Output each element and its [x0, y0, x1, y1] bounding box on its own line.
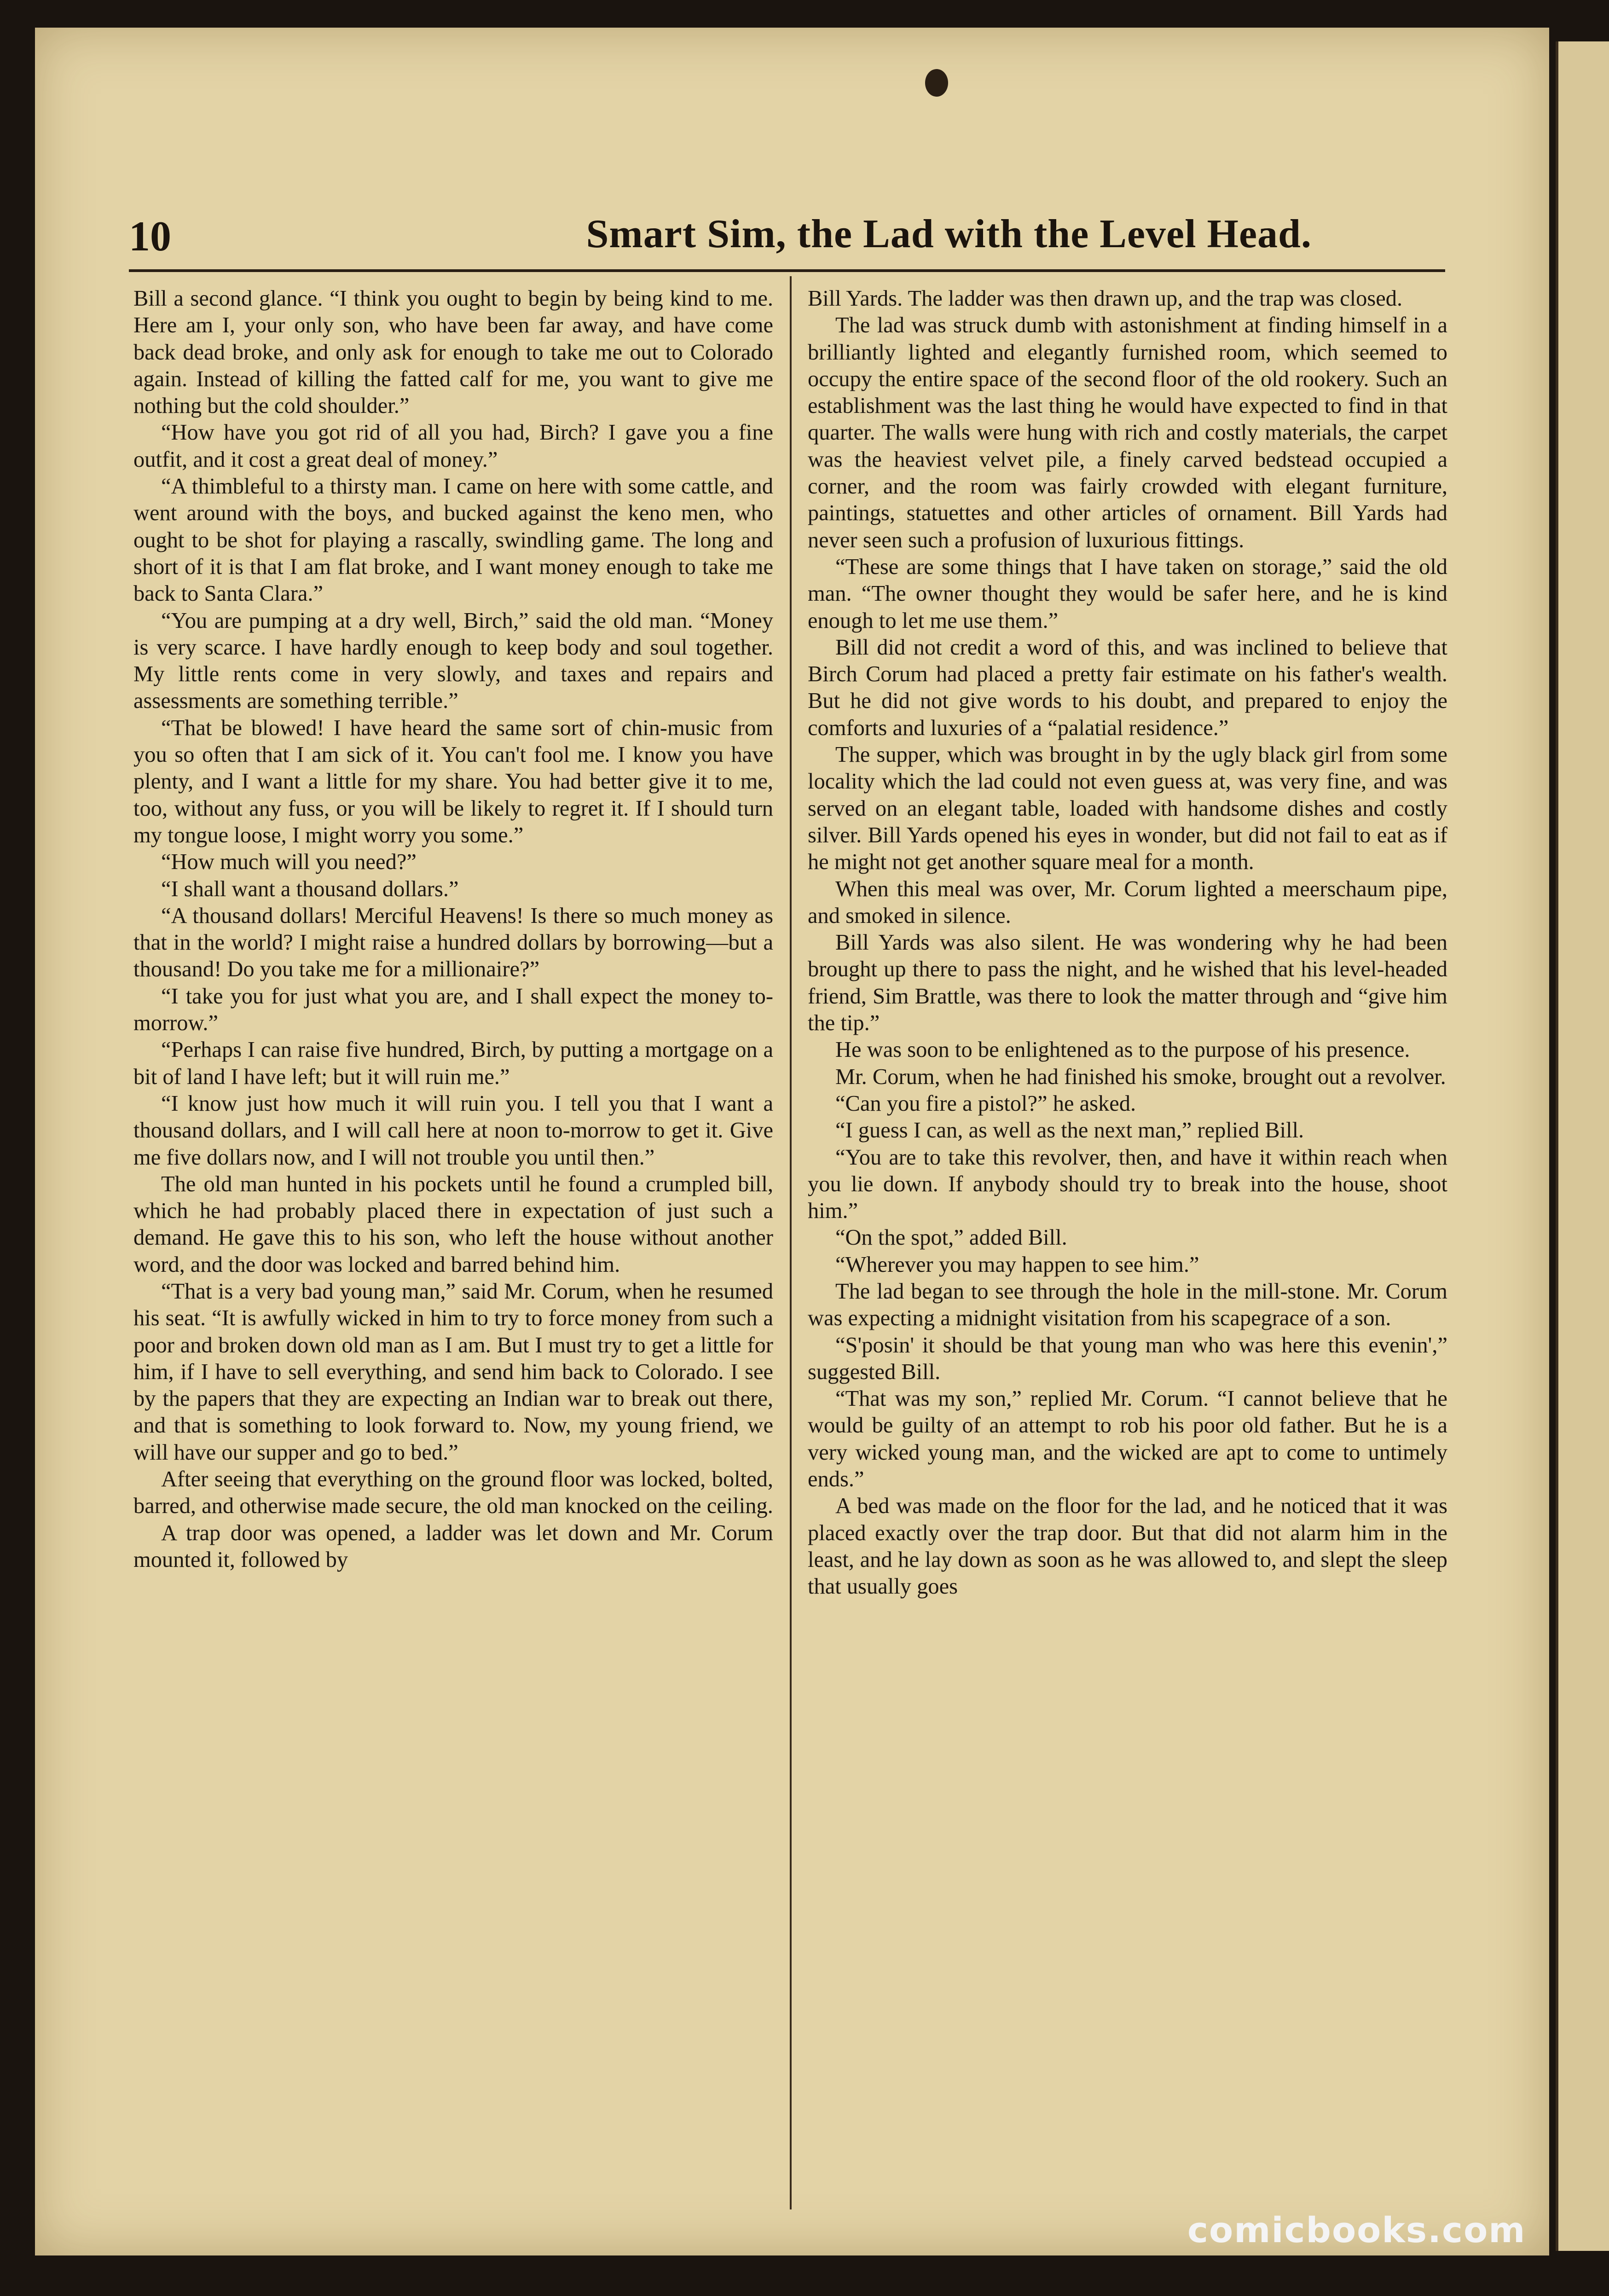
paragraph: Mr. Corum, when he had finished his smoke, brought out a revolver. — [835, 1064, 1446, 1089]
paragraph: “That is a very bad young man,” said Mr. Corum, when he resumed his seat. “It is awfully wicked in him to try to force money from such a poor and broken down old man as I am. But I must try to get a little for him, if I have to sell everything, and send him back to Colorado. I see by the papers that they are expecting an Indian war to break out there, and that is something to look forward to. Now, my young friend, we will have our supper and go to bed.” — [133, 1279, 773, 1465]
paragraph: The supper, which was brought in by the ugly black girl from some locality which the lad could not even guess at, was very fine, and was served on an elegant table, loaded with handsome dishes and costly silver. Bill Yards opened his eyes in wonder, but did not fail to eat as if he might not get another square meal for a month. — [808, 742, 1447, 875]
paragraph: “A thousand dollars! Merciful Heavens! Is there so much money as that in the world? I might raise a hundred dollars by borrowing—but a thousand! Do you take me for a millionaire?” — [133, 903, 773, 982]
paragraph: “I guess I can, as well as the next man,” replied Bill. — [835, 1118, 1304, 1143]
ornament-mark — [925, 69, 948, 97]
paragraph: He was soon to be enlightened as to the purpose of his presence. — [835, 1038, 1410, 1062]
paragraph: “I take you for just what you are, and I shall expect the money to-morrow.” — [133, 984, 773, 1036]
paragraph: “That was my son,” replied Mr. Corum. “I cannot believe that he would be guilty of an attempt to rob his poor old father. But he is a very wicked young man, and the wicked are apt to come to untimely ends.” — [808, 1386, 1447, 1492]
paragraph: The lad began to see through the hole in the mill-stone. Mr. Corum was expecting a midnight visitation from his scapegrace of a son. — [808, 1279, 1447, 1331]
paragraph: “A thimbleful to a thirsty man. I came on here with some cattle, and went around with the boys, and bucked against the keno men, who ought to be shot for playing a rascally, swindling game. The long and short of it is that I am flat broke, and I want money enough to take me back to Santa Clara.” — [133, 474, 773, 606]
paragraph: “Can you fire a pistol?” he asked. — [835, 1091, 1136, 1116]
paragraph: “That be blowed! I have heard the same sort of chin-music from you so often that I am sick of it. You can't fool me. I know you have plenty, and I want a little for my share. You had better give it to me, too, without any fuss, or you will be likely to regret it. If I should turn my tongue loose, I might worry you some.” — [133, 715, 773, 847]
paragraph: The lad was struck dumb with astonishment at finding himself in a brilliantly lighted and elegantly furnished room, which seemed to occupy the entire space of the second floor of the old rookery. Such an establishment was the last thing he would have expected to find in that quarter. The walls were hung with rich and costly materials, the carpet was the heaviest velvet pile, a finely carved bedstead occupied a corner, and the room was fairly crowded with elegant furniture, paintings, statuettes and other articles of ornament. Bill Yards had never seen such a profusion of luxurious fittings. — [808, 313, 1447, 552]
paragraph: “How much will you need?” — [161, 850, 417, 875]
next-page-edge — [1556, 41, 1609, 2251]
paragraph: “You are pumping at a dry well, Birch,” said the old man. “Money is very scarce. I have hardly enough to keep body and soul together. My little rents come in very slowly, and taxes and repairs and assessments are something terrible.” — [133, 608, 773, 713]
paragraph: Bill Yards was also silent. He was wondering why he had been brought up there to pass the night, and he wished that his level-headed friend, Sim Brattle, was there to look the matter through and “give him the tip.” — [808, 930, 1447, 1036]
paragraph: “I know just how much it will ruin you. I tell you that I want a thousand dollars, and I will call here at noon to-morrow to get it. Give me five dollars now, and I will not trouble you until then.” — [133, 1091, 773, 1170]
paragraph: “Perhaps I can raise five hundred, Birch, by putting a mortgage on a bit of land I have left; but it will ruin me.” — [133, 1038, 773, 1089]
paragraph: “These are some things that I have taken on storage,” said the old man. “The owner thought they would be safer here, and he is kind enough to let me use them.” — [808, 554, 1447, 633]
paragraph: Bill a second glance. “I think you ought to begin by being kind to me. Here am I, your only son, who have been far away, and have come back dead broke, and only ask for enough to take me out to Colorado again. Instead of killing the fatted calf for me, you want to give me nothing but the cold shoulder.” — [133, 286, 773, 418]
left-column — [133, 285, 773, 2209]
paragraph: After seeing that everything on the ground floor was locked, bolted, barred, and otherwise made secure, the old man knocked on the ceiling. — [133, 1467, 773, 1519]
column-divider — [790, 276, 792, 2209]
paragraph: “How have you got rid of all you had, Birch? I gave you a fine outfit, and it cost a great deal of money.” — [133, 420, 773, 472]
running-title: Smart Sim, the Lad with the Level Head. — [586, 212, 1312, 256]
paragraph: “Wherever you may happen to see him.” — [835, 1252, 1199, 1277]
header-rule — [129, 269, 1445, 272]
paragraph: The old man hunted in his pockets until he found a crumpled bill, which he had probably placed there in expectation of just such a demand. He gave this to his son, who left the house without another word, and the door was locked and barred behind him. — [133, 1171, 773, 1277]
page-header — [129, 203, 1464, 272]
paragraph: A trap door was opened, a ladder was let down and Mr. Corum mounted it, followed by — [133, 1520, 773, 1572]
page-number: 10 — [129, 213, 171, 260]
paragraph: “S'posin' it should be that young man who was here this evenin',” suggested Bill. — [808, 1333, 1447, 1384]
paragraph: A bed was made on the floor for the lad, and he noticed that it was placed exactly over the trap door. But that did not alarm him in the least, and he lay down as soon as he was allowed to, and slept the sleep that usually goes — [808, 1494, 1447, 1599]
paragraph: Bill Yards. The ladder was then drawn up, and the trap was closed. — [808, 286, 1403, 311]
paragraph: “On the spot,” added Bill. — [835, 1225, 1067, 1250]
paragraph: When this meal was over, Mr. Corum lighted a meerschaum pipe, and smoked in silence. — [808, 876, 1447, 928]
paragraph: Bill did not credit a word of this, and was inclined to believe that Birch Corum had placed a pretty fair estimate on his father's wealth. But he did not give words to his doubt, and prepared to enjoy the comforts and luxuries of a “palatial residence.” — [808, 635, 1447, 740]
site-watermark: comicbooks.com — [1187, 2209, 1526, 2250]
paragraph: “You are to take this revolver, then, and have it within reach when you lie down. If anybody should try to break into the house, shoot him.” — [808, 1145, 1447, 1223]
paragraph: “I shall want a thousand dollars.” — [161, 876, 459, 901]
right-column — [808, 285, 1447, 2209]
